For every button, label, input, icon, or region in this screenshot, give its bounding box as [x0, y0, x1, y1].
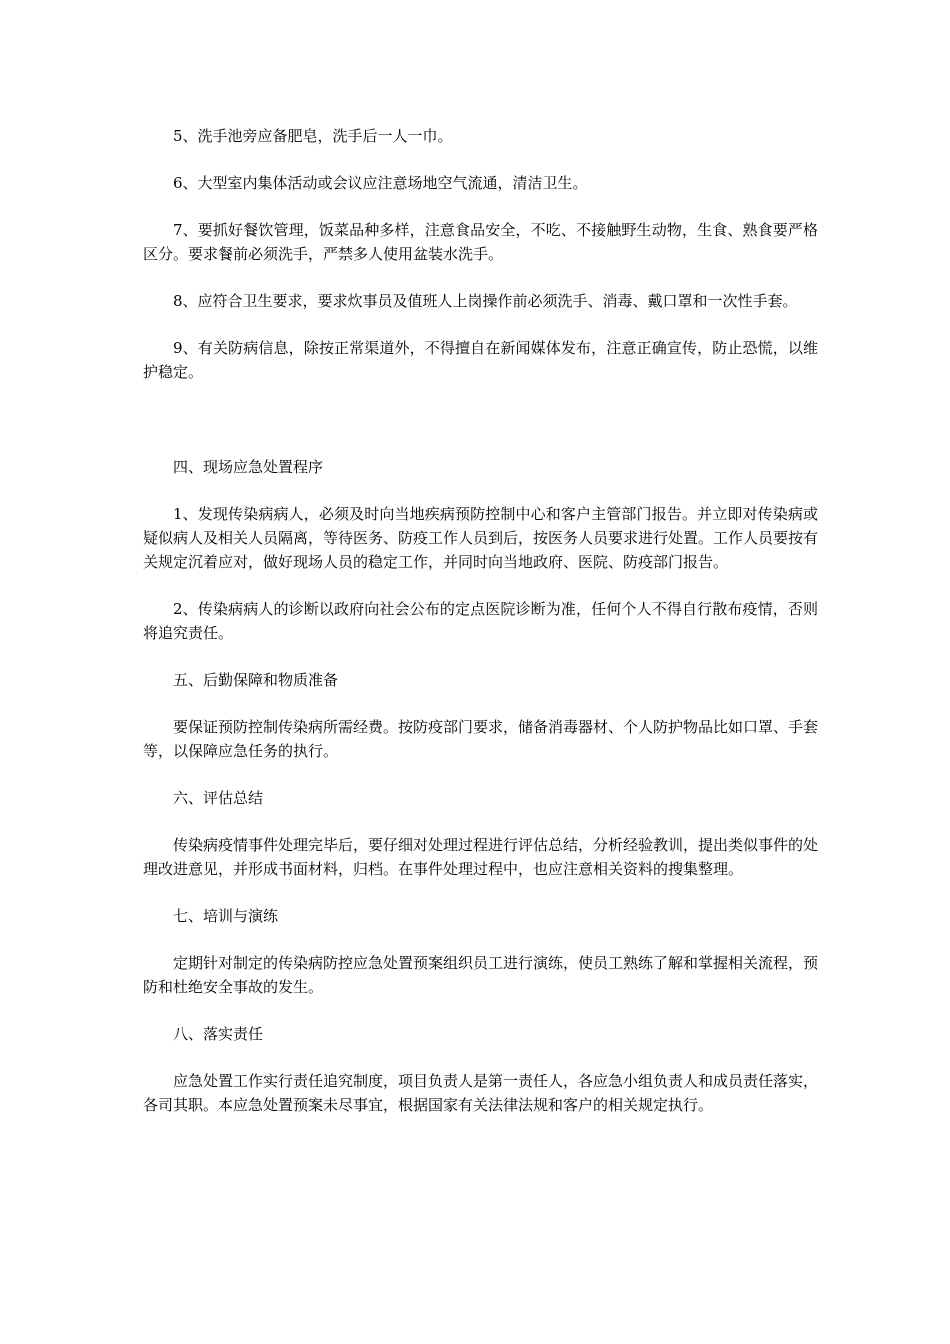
paragraph-item-7: 7、要抓好餐饮管理，饭菜品种多样，注意食品安全，不吃、不接触野生动物，生食、熟食要严格区分。要求餐前必须洗手，严禁多人使用盆装水洗手。 — [143, 221, 818, 263]
section-heading-5: 五、后勤保障和物质准备 — [173, 671, 339, 689]
section-7-paragraph-1: 定期针对制定的传染病防控应急处置预案组织员工进行演练，使员工熟练了解和掌握相关流程，预防和杜绝安全事故的发生。 — [143, 954, 819, 996]
section-4-paragraph-2: 2、传染病病人的诊断以政府向社会公布的定点医院诊断为准，任何个人不得自行散布疫情，否则将追究责任。 — [143, 600, 818, 642]
section-6-paragraph-1: 传染病疫情事件处理完毕后，要仔细对处理过程进行评估总结，分析经验教训，提出类似事件的处理改进意见，并形成书面材料，归档。在事件处理过程中，也应注意相关资料的搜集整理。 — [143, 836, 819, 878]
paragraph-item-9: 9、有关防病信息，除按正常渠道外，不得擅自在新闻媒体发布，注意正确宣传，防止恐慌，以维护稳定。 — [143, 339, 818, 381]
section-heading-8: 八、落实责任 — [173, 1025, 264, 1043]
paragraph-item-8: 8、应符合卫生要求，要求炊事员及值班人上岗操作前必须洗手、消毒、戴口罩和一次性手套。 — [173, 292, 798, 310]
section-heading-4: 四、现场应急处置程序 — [173, 458, 324, 476]
document-body — [143, 124, 818, 1140]
section-spacer — [143, 407, 818, 455]
section-8-paragraph-1: 应急处置工作实行责任追究制度，项目负责人是第一责任人，各应急小组负责人和成员责任落实，各司其职。本应急处置预案未尽事宜，根据国家有关法律法规和客户的相关规定执行。 — [143, 1072, 819, 1114]
paragraph-item-6: 6、大型室内集体活动或会议应注意场地空气流通，清洁卫生。 — [173, 174, 588, 192]
section-5-paragraph-1: 要保证预防控制传染病所需经费。按防疫部门要求，储备消毒器材、个人防护物品比如口罩、手套等，以保障应急任务的执行。 — [143, 718, 819, 760]
section-heading-7: 七、培训与演练 — [173, 907, 279, 925]
section-4-paragraph-1: 1、发现传染病病人，必须及时向当地疾病预防控制中心和客户主管部门报告。并立即对传染病或疑似病人及相关人员隔离，等待医务、防疫工作人员到后，按医务人员要求进行处置。工作人员要按有关规定沉着应对，做好现场人员的稳定工作，并同时向当地政府、医院、防疫部门报告。 — [143, 505, 819, 571]
paragraph-item-5: 5、洗手池旁应备肥皂，洗手后一人一巾。 — [173, 127, 453, 145]
section-heading-6: 六、评估总结 — [173, 789, 264, 807]
